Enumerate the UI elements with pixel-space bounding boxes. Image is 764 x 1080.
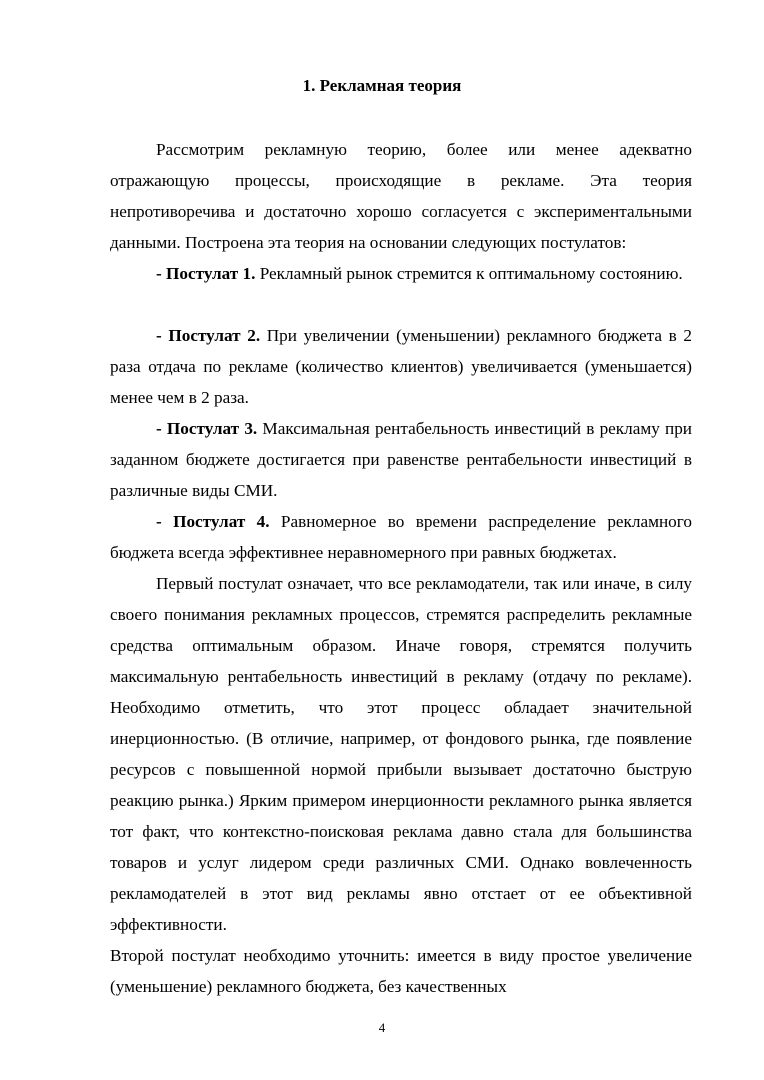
postulate-label: - Постулат 2. [156,326,261,345]
postulate-text: Равномерное во времени распределение рекламного бюджета всегда эффективнее неравномерного при равных бюджетах. [110,512,692,562]
postulate-text: Рекламный рынок стремится к оптимальному состоянию. [255,264,683,283]
postulate-label: - Постулат 3. [156,419,258,438]
postulate-4 [110,506,692,568]
page-number: 4 [378,1020,386,1035]
postulate-3 [110,413,692,506]
postulate-text: При увеличении (уменьшении) рекламного бюджета в 2 раза отдача по рекламе (количество клиентов) увеличивается (уменьшается) менее чем в 2 раза. [110,326,692,407]
postulate-1 [110,258,692,289]
first-postulate-paragraph: Первый постулат означает, что все рекламодатели, так или иначе, в силу своего понимания рекламных процессов, стремятся распределить рекламные средства оптимальным образом. Иначе говоря, стремятся получить максимальную рентабельность инвестиций в рекламу (отдачу по рекламе). Необходимо отметить, что этот процесс обладает значительной инерционностью. (В отличие, например, от фондового рынка, где появление ресурсов с повышенной нормой прибыли вызывает достаточно быструю реакцию рынка.) Ярким примером инерционности рекламного рынка является тот факт, что контекстно-поисковая реклама давно стала для большинства товаров и услуг лидером среди различных СМИ. Однако вовлеченность рекламодателей в этот вид рекламы явно отстает от ее объективной эффективности. [110,574,692,934]
postulate-text: Максимальная рентабельность инвестиций в рекламу при заданном бюджете достигается при равенстве рентабельности инвестиций в различные виды СМИ. [110,419,692,500]
second-postulate-paragraph: Второй постулат необходимо уточнить: имеется в виду простое увеличение (уменьшение) рекламного бюджета, без качественных [110,946,692,996]
intro-paragraph: Рассмотрим рекламную теорию, более или менее адекватно отражающую процессы, происходящие в рекламе. Эта теория непротиворечива и достаточно хорошо согласуется с экспериментальными данными. Построена эта теория на основании следующих постулатов: [110,140,692,252]
section-title: 1. Рекламная теория [302,76,462,95]
postulate-label: - Постулат 1. [156,264,256,283]
postulate-label: - Постулат 4. [156,512,270,531]
postulate-2 [110,320,692,413]
